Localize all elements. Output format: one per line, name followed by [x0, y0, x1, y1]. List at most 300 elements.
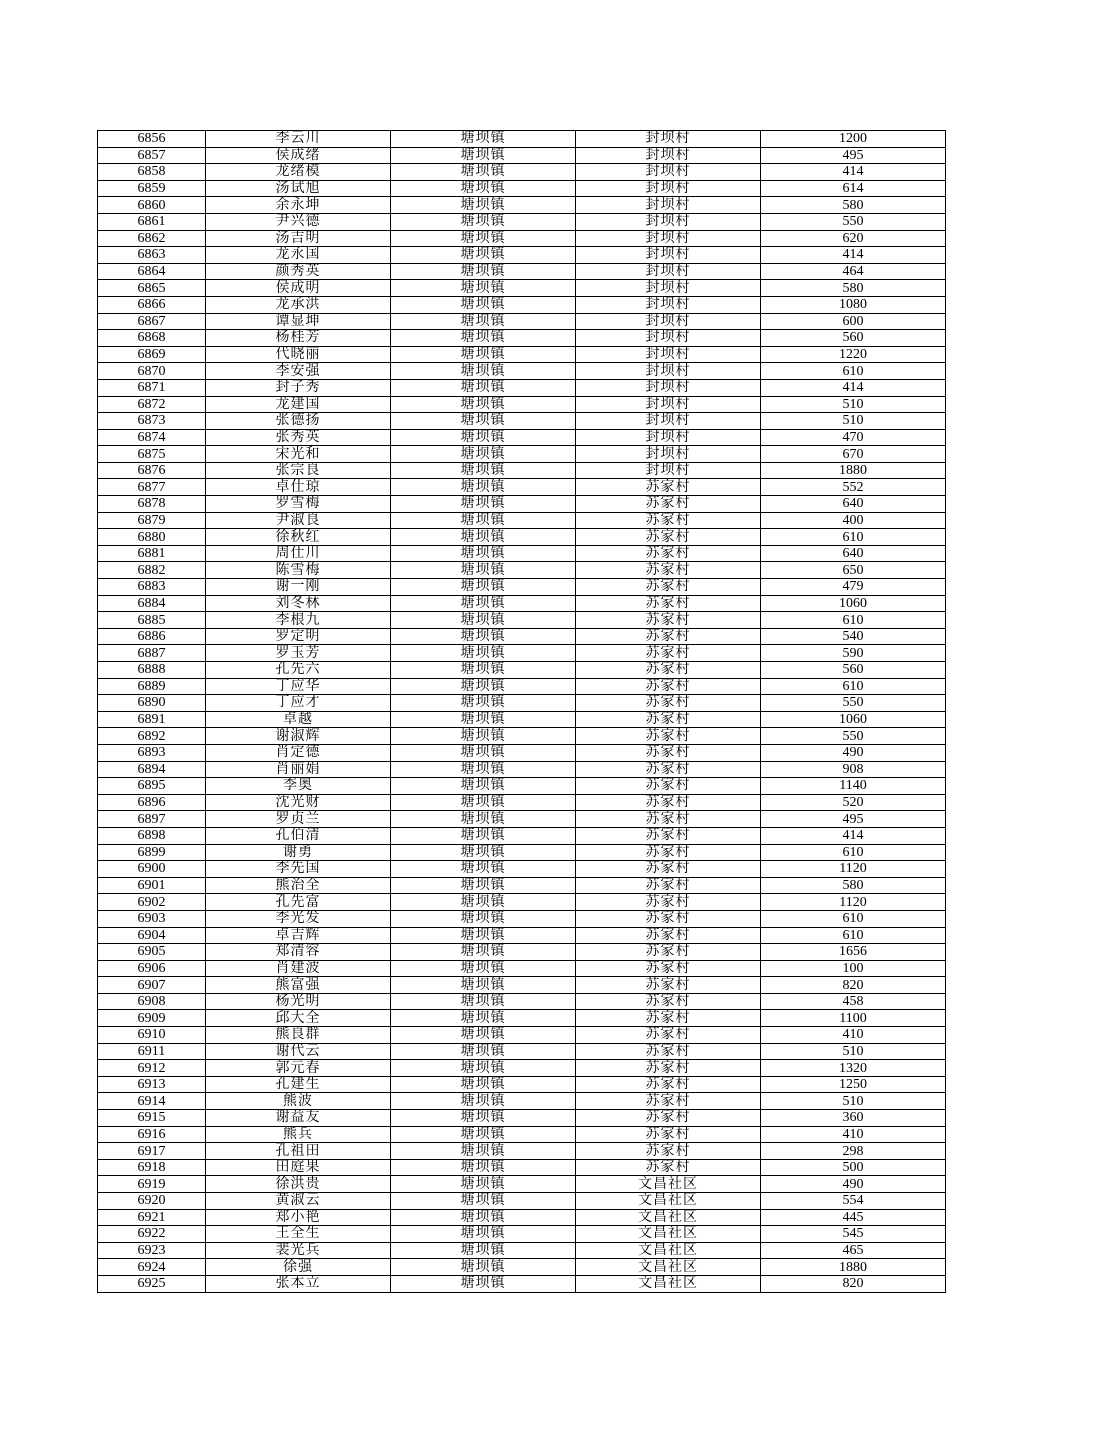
amount-cell: 820	[761, 977, 946, 994]
table-row	[98, 927, 946, 944]
town-cell: 塘坝镇	[391, 1076, 576, 1093]
amount-cell: 510	[761, 396, 946, 413]
row-number-cell: 6913	[98, 1076, 206, 1093]
village-cell: 苏家村	[576, 744, 761, 761]
row-number-cell: 6877	[98, 479, 206, 496]
amount-cell: 1880	[761, 462, 946, 479]
table-row	[98, 296, 946, 313]
row-number-cell: 6884	[98, 595, 206, 612]
name-cell: 孔先富	[206, 894, 391, 911]
row-number-cell: 6888	[98, 662, 206, 679]
name-cell: 杨桂芳	[206, 330, 391, 347]
row-number-cell: 6898	[98, 827, 206, 844]
amount-cell: 610	[761, 910, 946, 927]
name-cell: 李奥	[206, 778, 391, 795]
village-cell: 文昌社区	[576, 1275, 761, 1292]
village-cell: 苏家村	[576, 612, 761, 629]
table-row	[98, 1159, 946, 1176]
village-cell: 苏家村	[576, 1143, 761, 1160]
amount-cell: 908	[761, 761, 946, 778]
row-number-cell: 6864	[98, 263, 206, 280]
table-row	[98, 247, 946, 264]
town-cell: 塘坝镇	[391, 180, 576, 197]
table-row	[98, 396, 946, 413]
amount-cell: 465	[761, 1242, 946, 1259]
town-cell: 塘坝镇	[391, 197, 576, 214]
amount-cell: 1060	[761, 711, 946, 728]
name-cell: 熊富强	[206, 977, 391, 994]
name-cell: 邱大全	[206, 1010, 391, 1027]
table-row	[98, 313, 946, 330]
name-cell: 孔建生	[206, 1076, 391, 1093]
amount-cell: 410	[761, 1126, 946, 1143]
town-cell: 塘坝镇	[391, 744, 576, 761]
table-row	[98, 1176, 946, 1193]
amount-cell: 490	[761, 744, 946, 761]
village-cell: 苏家村	[576, 545, 761, 562]
town-cell: 塘坝镇	[391, 1010, 576, 1027]
amount-cell: 1140	[761, 778, 946, 795]
village-cell: 文昌社区	[576, 1226, 761, 1243]
table-row	[98, 877, 946, 894]
table-row	[98, 379, 946, 396]
name-cell: 熊兵	[206, 1126, 391, 1143]
row-number-cell: 6910	[98, 1027, 206, 1044]
name-cell: 熊波	[206, 1093, 391, 1110]
town-cell: 塘坝镇	[391, 1176, 576, 1193]
table-row	[98, 164, 946, 181]
town-cell: 塘坝镇	[391, 894, 576, 911]
town-cell: 塘坝镇	[391, 778, 576, 795]
row-number-cell: 6900	[98, 861, 206, 878]
name-cell: 罗定明	[206, 628, 391, 645]
name-cell: 卓仕琼	[206, 479, 391, 496]
town-cell: 塘坝镇	[391, 662, 576, 679]
name-cell: 尹兴德	[206, 213, 391, 230]
town-cell: 塘坝镇	[391, 728, 576, 745]
name-cell: 张德扬	[206, 413, 391, 430]
amount-cell: 1060	[761, 595, 946, 612]
table-row	[98, 462, 946, 479]
name-cell: 罗雪梅	[206, 496, 391, 513]
name-cell: 王全生	[206, 1226, 391, 1243]
name-cell: 李安强	[206, 363, 391, 380]
town-cell: 塘坝镇	[391, 1259, 576, 1276]
name-cell: 卓吉辉	[206, 927, 391, 944]
village-cell: 苏家村	[576, 778, 761, 795]
town-cell: 塘坝镇	[391, 579, 576, 596]
village-cell: 苏家村	[576, 645, 761, 662]
town-cell: 塘坝镇	[391, 595, 576, 612]
town-cell: 塘坝镇	[391, 811, 576, 828]
row-number-cell: 6860	[98, 197, 206, 214]
table-row	[98, 1226, 946, 1243]
amount-cell: 510	[761, 413, 946, 430]
table-row	[98, 894, 946, 911]
town-cell: 塘坝镇	[391, 844, 576, 861]
row-number-cell: 6889	[98, 678, 206, 695]
table-row	[98, 413, 946, 430]
town-cell: 塘坝镇	[391, 960, 576, 977]
amount-cell: 820	[761, 1275, 946, 1292]
table-row	[98, 496, 946, 513]
amount-cell: 550	[761, 213, 946, 230]
town-cell: 塘坝镇	[391, 1193, 576, 1210]
village-cell: 封坝村	[576, 180, 761, 197]
table-row	[98, 429, 946, 446]
name-cell: 徐洪贵	[206, 1176, 391, 1193]
village-cell: 苏家村	[576, 894, 761, 911]
village-cell: 苏家村	[576, 1043, 761, 1060]
amount-cell: 580	[761, 280, 946, 297]
town-cell: 塘坝镇	[391, 230, 576, 247]
name-cell: 杨光明	[206, 993, 391, 1010]
table-row	[98, 662, 946, 679]
town-cell: 塘坝镇	[391, 1242, 576, 1259]
town-cell: 塘坝镇	[391, 396, 576, 413]
name-cell: 谢益友	[206, 1110, 391, 1127]
village-cell: 封坝村	[576, 230, 761, 247]
amount-cell: 552	[761, 479, 946, 496]
name-cell: 张秀英	[206, 429, 391, 446]
amount-cell: 1120	[761, 894, 946, 911]
row-number-cell: 6895	[98, 778, 206, 795]
town-cell: 塘坝镇	[391, 645, 576, 662]
row-number-cell: 6856	[98, 131, 206, 148]
village-cell: 苏家村	[576, 496, 761, 513]
amount-cell: 100	[761, 960, 946, 977]
row-number-cell: 6920	[98, 1193, 206, 1210]
row-number-cell: 6871	[98, 379, 206, 396]
town-cell: 塘坝镇	[391, 263, 576, 280]
town-cell: 塘坝镇	[391, 247, 576, 264]
name-cell: 徐强	[206, 1259, 391, 1276]
name-cell: 郑小艳	[206, 1209, 391, 1226]
row-number-cell: 6876	[98, 462, 206, 479]
amount-cell: 590	[761, 645, 946, 662]
amount-cell: 640	[761, 545, 946, 562]
name-cell: 颜秀英	[206, 263, 391, 280]
amount-cell: 510	[761, 1093, 946, 1110]
town-cell: 塘坝镇	[391, 1060, 576, 1077]
table-row	[98, 197, 946, 214]
village-cell: 苏家村	[576, 944, 761, 961]
amount-cell: 464	[761, 263, 946, 280]
name-cell: 李根九	[206, 612, 391, 629]
town-cell: 塘坝镇	[391, 761, 576, 778]
table-row	[98, 827, 946, 844]
village-cell: 封坝村	[576, 413, 761, 430]
village-cell: 苏家村	[576, 1076, 761, 1093]
row-number-cell: 6924	[98, 1259, 206, 1276]
table-row	[98, 1126, 946, 1143]
name-cell: 陈雪梅	[206, 562, 391, 579]
amount-cell: 554	[761, 1193, 946, 1210]
amount-cell: 490	[761, 1176, 946, 1193]
row-number-cell: 6906	[98, 960, 206, 977]
name-cell: 丁应才	[206, 695, 391, 712]
village-cell: 封坝村	[576, 296, 761, 313]
row-number-cell: 6874	[98, 429, 206, 446]
amount-cell: 479	[761, 579, 946, 596]
row-number-cell: 6887	[98, 645, 206, 662]
amount-cell: 500	[761, 1159, 946, 1176]
village-cell: 苏家村	[576, 728, 761, 745]
village-cell: 苏家村	[576, 628, 761, 645]
amount-cell: 1200	[761, 131, 946, 148]
amount-cell: 510	[761, 1043, 946, 1060]
town-cell: 塘坝镇	[391, 993, 576, 1010]
village-cell: 苏家村	[576, 1093, 761, 1110]
amount-cell: 1880	[761, 1259, 946, 1276]
name-cell: 罗玉芳	[206, 645, 391, 662]
row-number-cell: 6897	[98, 811, 206, 828]
village-cell: 苏家村	[576, 512, 761, 529]
name-cell: 黄淑云	[206, 1193, 391, 1210]
town-cell: 塘坝镇	[391, 711, 576, 728]
amount-cell: 580	[761, 197, 946, 214]
table-row	[98, 1010, 946, 1027]
amount-cell: 1220	[761, 346, 946, 363]
amount-cell: 580	[761, 877, 946, 894]
amount-cell: 560	[761, 662, 946, 679]
table-row	[98, 1060, 946, 1077]
table-row	[98, 595, 946, 612]
village-cell: 文昌社区	[576, 1209, 761, 1226]
town-cell: 塘坝镇	[391, 462, 576, 479]
row-number-cell: 6872	[98, 396, 206, 413]
table-row	[98, 1110, 946, 1127]
town-cell: 塘坝镇	[391, 379, 576, 396]
town-cell: 塘坝镇	[391, 1126, 576, 1143]
table-row	[98, 910, 946, 927]
amount-cell: 520	[761, 794, 946, 811]
name-cell: 肖定德	[206, 744, 391, 761]
town-cell: 塘坝镇	[391, 1275, 576, 1292]
amount-cell: 410	[761, 1027, 946, 1044]
row-number-cell: 6907	[98, 977, 206, 994]
table-row	[98, 1193, 946, 1210]
row-number-cell: 6867	[98, 313, 206, 330]
village-cell: 封坝村	[576, 462, 761, 479]
town-cell: 塘坝镇	[391, 794, 576, 811]
town-cell: 塘坝镇	[391, 429, 576, 446]
town-cell: 塘坝镇	[391, 827, 576, 844]
table-row	[98, 579, 946, 596]
row-number-cell: 6883	[98, 579, 206, 596]
village-cell: 苏家村	[576, 794, 761, 811]
amount-cell: 400	[761, 512, 946, 529]
amount-cell: 1120	[761, 861, 946, 878]
table-body	[98, 131, 946, 1293]
table-row	[98, 230, 946, 247]
name-cell: 侯成明	[206, 280, 391, 297]
table-row	[98, 977, 946, 994]
name-cell: 谭显坤	[206, 313, 391, 330]
name-cell: 沈光财	[206, 794, 391, 811]
name-cell: 龙永国	[206, 247, 391, 264]
name-cell: 孔先六	[206, 662, 391, 679]
amount-cell: 540	[761, 628, 946, 645]
table-row	[98, 861, 946, 878]
village-cell: 封坝村	[576, 363, 761, 380]
amount-cell: 550	[761, 695, 946, 712]
town-cell: 塘坝镇	[391, 131, 576, 148]
village-cell: 封坝村	[576, 263, 761, 280]
table-row	[98, 794, 946, 811]
town-cell: 塘坝镇	[391, 446, 576, 463]
table-row	[98, 1076, 946, 1093]
table-row	[98, 1143, 946, 1160]
amount-cell: 1080	[761, 296, 946, 313]
name-cell: 谢代云	[206, 1043, 391, 1060]
name-cell: 裴光兵	[206, 1242, 391, 1259]
town-cell: 塘坝镇	[391, 496, 576, 513]
village-cell: 苏家村	[576, 579, 761, 596]
name-cell: 谢勇	[206, 844, 391, 861]
village-cell: 苏家村	[576, 993, 761, 1010]
row-number-cell: 6918	[98, 1159, 206, 1176]
name-cell: 李云川	[206, 131, 391, 148]
name-cell: 徐秋红	[206, 529, 391, 546]
amount-cell: 610	[761, 529, 946, 546]
table-row	[98, 993, 946, 1010]
name-cell: 张宗良	[206, 462, 391, 479]
table-row	[98, 512, 946, 529]
row-number-cell: 6925	[98, 1275, 206, 1292]
amount-cell: 1656	[761, 944, 946, 961]
name-cell: 孔伯清	[206, 827, 391, 844]
village-cell: 苏家村	[576, 678, 761, 695]
town-cell: 塘坝镇	[391, 479, 576, 496]
amount-cell: 1320	[761, 1060, 946, 1077]
row-number-cell: 6892	[98, 728, 206, 745]
village-cell: 封坝村	[576, 247, 761, 264]
town-cell: 塘坝镇	[391, 1110, 576, 1127]
name-cell: 肖建波	[206, 960, 391, 977]
town-cell: 塘坝镇	[391, 1093, 576, 1110]
table-row	[98, 960, 946, 977]
village-cell: 苏家村	[576, 861, 761, 878]
table-row	[98, 180, 946, 197]
row-number-cell: 6923	[98, 1242, 206, 1259]
row-number-cell: 6902	[98, 894, 206, 911]
village-cell: 苏家村	[576, 1027, 761, 1044]
row-number-cell: 6885	[98, 612, 206, 629]
name-cell: 尹淑良	[206, 512, 391, 529]
amount-cell: 495	[761, 811, 946, 828]
town-cell: 塘坝镇	[391, 977, 576, 994]
row-number-cell: 6858	[98, 164, 206, 181]
row-number-cell: 6916	[98, 1126, 206, 1143]
town-cell: 塘坝镇	[391, 313, 576, 330]
town-cell: 塘坝镇	[391, 1159, 576, 1176]
table-row	[98, 1043, 946, 1060]
village-cell: 文昌社区	[576, 1193, 761, 1210]
town-cell: 塘坝镇	[391, 545, 576, 562]
row-number-cell: 6882	[98, 562, 206, 579]
village-cell: 文昌社区	[576, 1242, 761, 1259]
village-cell: 封坝村	[576, 396, 761, 413]
row-number-cell: 6879	[98, 512, 206, 529]
town-cell: 塘坝镇	[391, 1226, 576, 1243]
town-cell: 塘坝镇	[391, 363, 576, 380]
row-number-cell: 6899	[98, 844, 206, 861]
row-number-cell: 6869	[98, 346, 206, 363]
village-cell: 苏家村	[576, 844, 761, 861]
village-cell: 苏家村	[576, 927, 761, 944]
table-row	[98, 1242, 946, 1259]
town-cell: 塘坝镇	[391, 529, 576, 546]
table-row	[98, 330, 946, 347]
table-row	[98, 479, 946, 496]
village-cell: 封坝村	[576, 446, 761, 463]
table-row	[98, 346, 946, 363]
row-number-cell: 6891	[98, 711, 206, 728]
town-cell: 塘坝镇	[391, 944, 576, 961]
table-row	[98, 529, 946, 546]
amount-cell: 360	[761, 1110, 946, 1127]
town-cell: 塘坝镇	[391, 280, 576, 297]
row-number-cell: 6922	[98, 1226, 206, 1243]
village-cell: 封坝村	[576, 147, 761, 164]
table-row	[98, 628, 946, 645]
name-cell: 熊治全	[206, 877, 391, 894]
town-cell: 塘坝镇	[391, 877, 576, 894]
amount-cell: 620	[761, 230, 946, 247]
village-cell: 苏家村	[576, 529, 761, 546]
village-cell: 苏家村	[576, 1010, 761, 1027]
row-number-cell: 6863	[98, 247, 206, 264]
village-cell: 苏家村	[576, 1126, 761, 1143]
town-cell: 塘坝镇	[391, 628, 576, 645]
town-cell: 塘坝镇	[391, 346, 576, 363]
amount-cell: 560	[761, 330, 946, 347]
village-cell: 苏家村	[576, 977, 761, 994]
table-row	[98, 778, 946, 795]
row-number-cell: 6859	[98, 180, 206, 197]
row-number-cell: 6917	[98, 1143, 206, 1160]
row-number-cell: 6878	[98, 496, 206, 513]
village-cell: 苏家村	[576, 479, 761, 496]
amount-cell: 610	[761, 363, 946, 380]
amount-cell: 298	[761, 1143, 946, 1160]
table-row	[98, 147, 946, 164]
table-row	[98, 1209, 946, 1226]
town-cell: 塘坝镇	[391, 910, 576, 927]
row-number-cell: 6896	[98, 794, 206, 811]
name-cell: 田庭果	[206, 1159, 391, 1176]
town-cell: 塘坝镇	[391, 1209, 576, 1226]
row-number-cell: 6909	[98, 1010, 206, 1027]
row-number-cell: 6861	[98, 213, 206, 230]
amount-cell: 600	[761, 313, 946, 330]
amount-cell: 670	[761, 446, 946, 463]
name-cell: 汤吉明	[206, 230, 391, 247]
amount-cell: 458	[761, 993, 946, 1010]
town-cell: 塘坝镇	[391, 213, 576, 230]
row-number-cell: 6904	[98, 927, 206, 944]
name-cell: 谢淑辉	[206, 728, 391, 745]
row-number-cell: 6875	[98, 446, 206, 463]
table-row	[98, 678, 946, 695]
row-number-cell: 6873	[98, 413, 206, 430]
village-cell: 苏家村	[576, 1060, 761, 1077]
table-row	[98, 1259, 946, 1276]
town-cell: 塘坝镇	[391, 147, 576, 164]
name-cell: 李先国	[206, 861, 391, 878]
table-row	[98, 612, 946, 629]
